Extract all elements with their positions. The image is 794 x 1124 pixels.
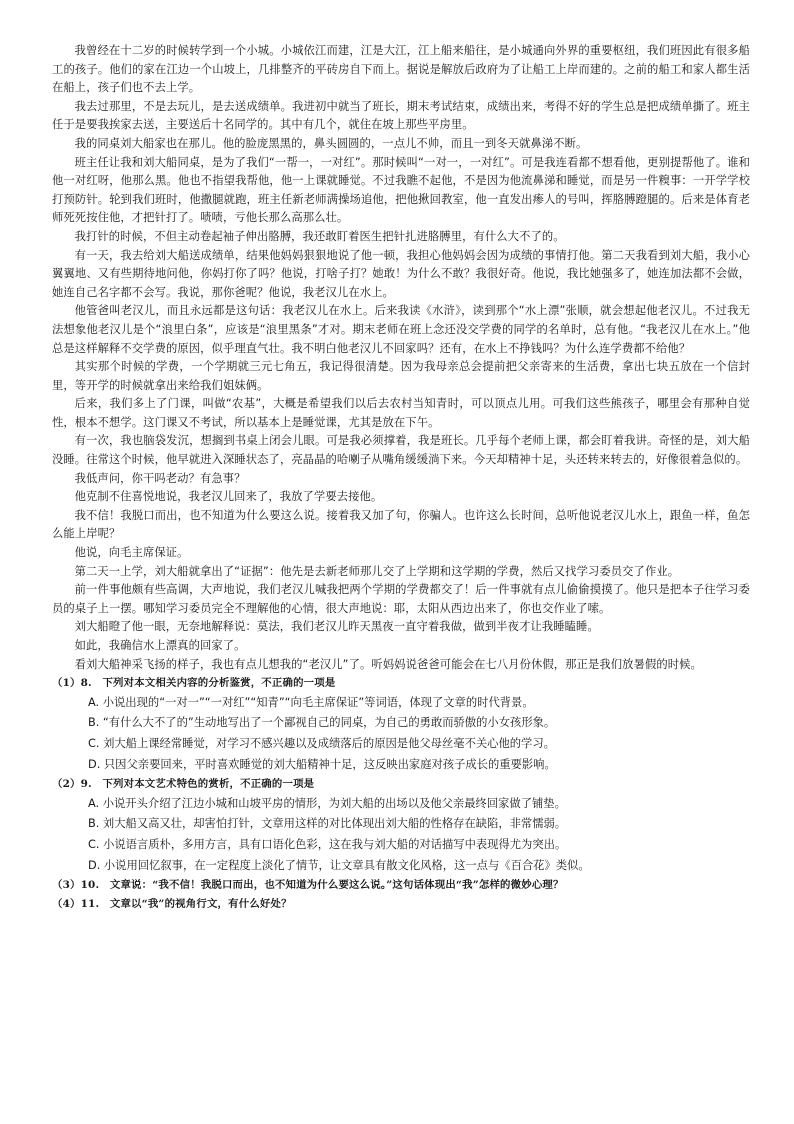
passage-paragraph: 前一件事他颇有些高调，大声地说，我们老汉儿喊我把两个学期的学费都交了！后一件事就有点儿偷偷摸摸了。他只是把本子往学习委员的桌子上一摆。哪知学习委员完全不理解他的心情，很大声地说：耶，太阳从西边出来了，你也交作业了嗦。 (52, 583, 750, 615)
passage-paragraph: 他克制不住喜悦地说，我老汉儿回来了，我放了学要去接他。 (74, 490, 383, 504)
question-stem: （1）8. 下列对本文相关内容的分析鉴赏，不正确的一项是 (52, 677, 336, 690)
passage-paragraph: 其实那个时候的学费，一个学期就三元七角五，我记得很清楚。因为我母亲总会提前把父亲寄来的生活费，拿出七块五放在一个信封里，等开学的时候就拿出来给我们姐妹俩。 (52, 360, 750, 392)
answer-option: B. “有什么大不了的”生动地写出了一个鄙视自己的同桌，为自己的勇敢而骄傲的小女孩形象。 (88, 716, 556, 730)
question-section (52, 674, 750, 913)
question-stem: （3）10. 文章说：“我不信！我脱口而出，也不知道为什么要这么说。”这句话体现出“我”怎样的微妙心理？ (52, 879, 564, 892)
passage-paragraph: 看刘大船神采飞扬的样子，我也有点儿想我的“老汉儿”了。听妈妈说爸爸可能会在七八月份休假，那正是我们放暑假的时候。 (74, 657, 702, 671)
question-stem: （2）9. 下列对本文艺术特色的赏析，不正确的一项是 (52, 778, 315, 791)
passage-paragraph: 有一次，我也脑袋发沉，想搁到书桌上闭会儿眼。可是我必须撑着，我是班长。几乎每个老师上课，都会盯着我讲。奇怪的是，刘大船没睡。往常这个时候，他早就进入深睡状态了，亮晶晶的哈喇子从嘴角缓缓淌下来。今天却精神十足，头还转来转去的，好像很着急似的。 (52, 434, 750, 467)
passage-paragraph: 第二天一上学，刘大船就拿出了“证据”：他先是去新老师那儿交了上学期和这学期的学费，然后又找学习委员交了作业。 (74, 564, 680, 578)
answer-option: C. 小说语言质朴，多用方言，具有口语化色彩，这在我与刘大船的对话描写中表现得尤为突出。 (88, 837, 567, 851)
answer-option: A. 小说开头介绍了江边小城和山坡平房的情形，为刘大船的出场以及他父亲最终回家做了铺垫。 (88, 796, 566, 810)
passage-paragraph: 我去过那里，不是去玩儿，是去送成绩单。我进初中就当了班长，期末考试结束，成绩出来，考得不好的学生总是把成绩单撕了。班主任于是要我挨家去送，主要送后十名同学的。其中有几个，就住在坡上那些平房里。 (52, 99, 750, 132)
answer-option: B. 刘大船又高又壮，却害怕打针，文章用这样的对比体现出刘大船的性格存在缺陷，非常懦弱。 (88, 817, 567, 831)
answer-option: D. 小说用回忆叙事，在一定程度上淡化了情节，让文章具有散文化风格，这一点与《百合花》类似。 (88, 858, 590, 872)
passage-paragraph: 我的同桌刘大船家也在那儿。他的脸庞黑黑的，鼻头圆圆的，一点儿不帅，而且一到冬天就鼻涕不断。 (74, 136, 588, 150)
passage-paragraph: 他管爸叫老汉儿，而且永远都是这句话：我老汉儿在水上。后来我读《水浒》，读到那个“水上漂”张顺，就会想起他老汉儿。不过我无法想象他老汉儿是个“浪里白条”，应该是“浪里黑条”才对。期末老师在班上念还没交学费的同学的名单时，总有他。“我老汉儿在水上。”他总是这样解释不交学费的原因，似乎理直气壮。我不明白他老汉儿不回家吗？还有，在水上不挣钱吗？为什么连学费都不给他？ (52, 304, 750, 355)
passage-paragraph: 我低声问，你干吗老动？有急事？ (74, 471, 246, 485)
passage-paragraph: 我曾经在十二岁的时候转学到一个小城。小城依江而建，江是大江，江上船来船往，是小城通向外界的重要枢纽，我们班因此有很多船工的孩子。他们的家在江边一个山坡上，几排整齐的平砖房自下而上。据说是解放后政府为了让船工上岸而建的。之前的船工和家人都生活在船上，孩子们也不去上学。 (52, 44, 750, 95)
passage-paragraph: 后来，我们多上了门课，叫做“农基”，大概是希望我们以后去农村当知青时，可以顶点儿用。可我们这些熊孩子，哪里会有那种自觉性，根本不想学。这门课又不考试，所以基本上是睡觉课，尤其是放在下午。 (52, 397, 750, 429)
passage-paragraph: 我不信！我脱口而出，也不知道为什么要这么说。接着我又加了句，你骗人。也许这么长时间，总听他说老汉儿水上，跟鱼一样，鱼怎么能上岸呢？ (52, 508, 750, 541)
answer-option: A. 小说出现的“一对一”“一对红”“知青”“向毛主席保证”等词语，体现了文章的时代背景。 (88, 695, 534, 709)
passage-paragraph: 我打针的时候，不但主动卷起袖子伸出胳膊，我还敢盯着医生把针扎进胳膊里，有什么大不了的。 (74, 229, 565, 243)
story-passage (52, 42, 750, 674)
passage-paragraph: 班主任让我和刘大船同桌，是为了我们“一帮一，一对红”。那时候叫“一对一，一对红”。可是我连看都不想看他，更别提帮他了。谁和他一对红呀，他那么黑。他也不指望我帮他，他一上课就睡觉。不过我瞧不起他，不是因为他流鼻涕和睡觉，而是另一件糗事：一开学学校打预防针。轮到我们班时，他撒腿就跑，班主任新老师满操场追他，把他揪回教室，他一直发出瘆人的号叫，挥胳膊蹬腿的。后来是体育老师死死按住他，才把针打了。啧啧，亏他长那么高那么壮。 (52, 155, 750, 225)
answer-option: C. 刘大船上课经常睡觉，对学习不感兴趣以及成绩落后的原因是他父母丝毫不关心他的学习。 (88, 736, 555, 750)
question-stem: （4）11. 文章以“我”的视角行文，有什么好处？ (52, 897, 292, 910)
answer-option: D. 只因父亲要回来，平时喜欢睡觉的刘大船精神十足，这反映出家庭对孩子成长的重要影响。 (88, 757, 556, 771)
passage-paragraph: 刘大船瞪了他一眼，无奈地解释说：莫法，我们老汉儿昨天黑夜一直守着我做，做到半夜才让我睡瞌睡。 (74, 620, 599, 634)
passage-paragraph: 有一天，我去给刘大船送成绩单，结果他妈妈狠狠地说了他一顿，我担心他妈妈会因为成绩的事情打他。第二天我看到刘大船，我小心翼翼地、又有些期待地问他，你妈打你了吗？他说，打啥子打？她敢！为什么不敢？我很好奇。他说，我比她强多了，她连加法都不会做，她连自己名字都不会写。我说，那你爸呢？他说，我老汉儿在水上。 (52, 248, 750, 299)
passage-paragraph: 他说，向毛主席保证。 (74, 546, 189, 560)
passage-paragraph: 如此，我确信水上漂真的回家了。 (74, 639, 246, 652)
